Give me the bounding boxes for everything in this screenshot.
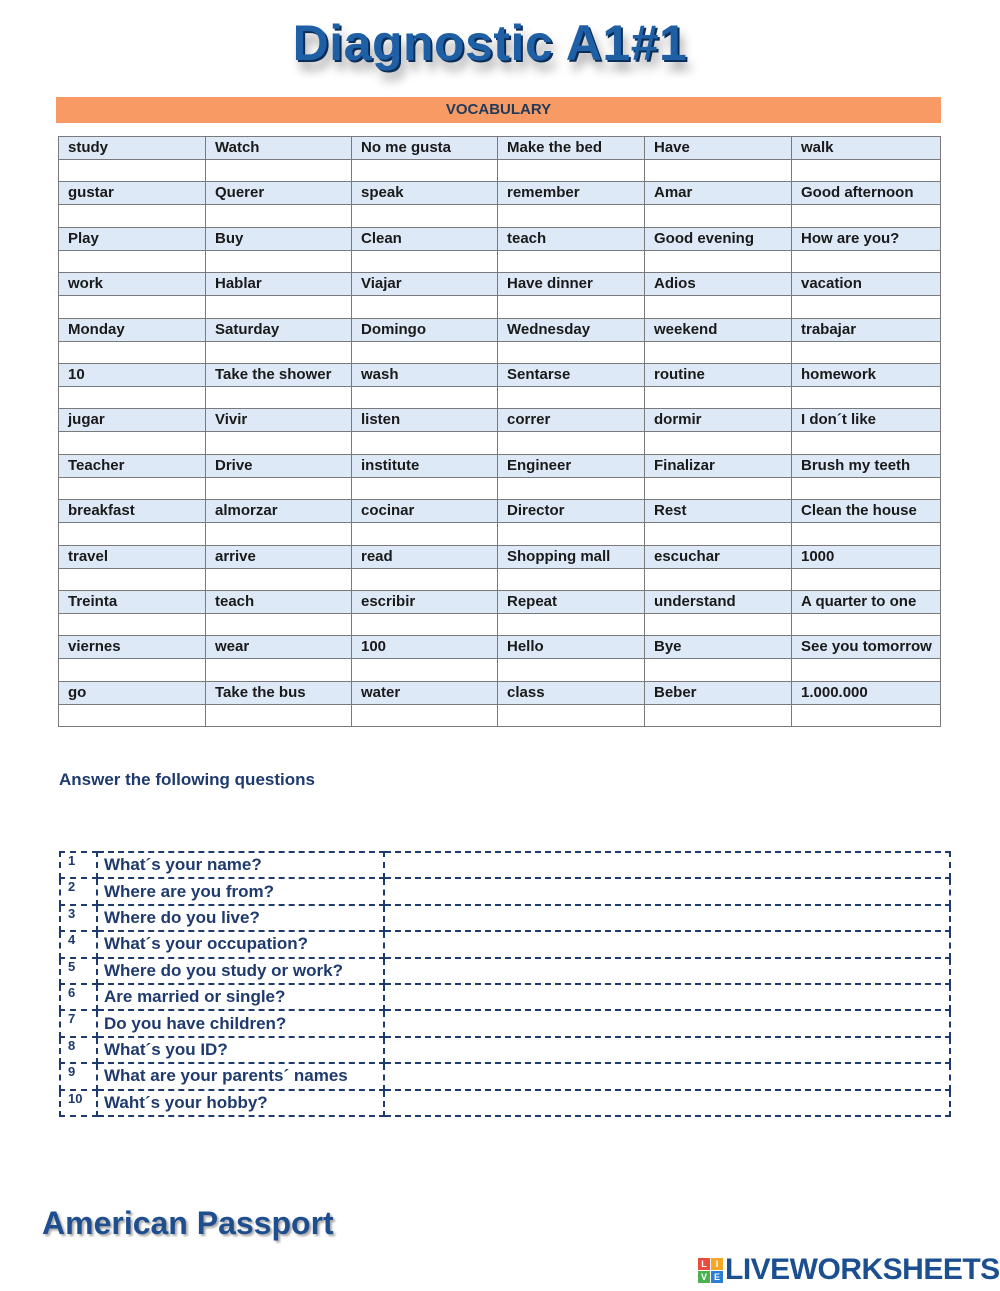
vocab-word: 100 bbox=[352, 636, 498, 659]
vocab-word: weekend bbox=[645, 318, 792, 341]
question-text: Are married or single? bbox=[97, 984, 384, 1010]
answer-cell[interactable] bbox=[384, 878, 950, 904]
question-number: 5 bbox=[60, 958, 97, 984]
vocab-answer-cell[interactable] bbox=[792, 477, 941, 499]
question-row bbox=[60, 984, 950, 1010]
vocab-word: speak bbox=[352, 182, 498, 205]
vocab-answer-cell[interactable] bbox=[498, 341, 645, 363]
answer-input[interactable] bbox=[385, 959, 949, 983]
question-text: What are your parents´ names bbox=[97, 1063, 384, 1089]
vocab-answer-cell[interactable] bbox=[498, 160, 645, 182]
question-text: What´s your name? bbox=[97, 852, 384, 878]
answer-input[interactable] bbox=[385, 1011, 949, 1035]
vocab-answer-cell[interactable] bbox=[498, 477, 645, 499]
vocab-answer-cell[interactable] bbox=[792, 205, 941, 227]
answer-input[interactable] bbox=[385, 1091, 949, 1115]
questions-heading: Answer the following questions bbox=[59, 770, 315, 789]
vocab-word: jugar bbox=[59, 409, 206, 432]
vocab-word: Drive bbox=[206, 454, 352, 477]
vocab-answer-cell[interactable] bbox=[352, 160, 498, 182]
vocab-answer-cell[interactable] bbox=[792, 296, 941, 318]
vocab-answer-cell[interactable] bbox=[206, 432, 352, 454]
vocab-answer-cell[interactable] bbox=[352, 341, 498, 363]
question-text: Do you have children? bbox=[97, 1010, 384, 1036]
vocab-answer-cell[interactable] bbox=[645, 160, 792, 182]
answer-input[interactable] bbox=[385, 985, 949, 1009]
vocab-answer-cell[interactable] bbox=[59, 341, 206, 363]
question-text: What´s your occupation? bbox=[97, 931, 384, 957]
vocab-answer-cell[interactable] bbox=[352, 432, 498, 454]
logo-block: I bbox=[711, 1258, 723, 1270]
vocab-answer-cell[interactable] bbox=[498, 613, 645, 635]
vocab-word: correr bbox=[498, 409, 645, 432]
vocab-word-row bbox=[59, 681, 941, 704]
liveworksheets-logo[interactable] bbox=[698, 1254, 1000, 1286]
vocab-word-row bbox=[59, 454, 941, 477]
page-title: Diagnostic A1#1 bbox=[292, 15, 688, 71]
vocab-word-row bbox=[59, 545, 941, 568]
vocab-word: escuchar bbox=[645, 545, 792, 568]
vocab-word: Finalizar bbox=[645, 454, 792, 477]
vocab-answer-cell[interactable] bbox=[498, 568, 645, 590]
vocab-answer-cell[interactable] bbox=[792, 704, 941, 726]
answer-input[interactable] bbox=[385, 1038, 949, 1062]
logo-blocks-icon bbox=[698, 1258, 723, 1283]
vocab-word: Hablar bbox=[206, 273, 352, 296]
vocab-answer-cell[interactable] bbox=[645, 386, 792, 408]
vocab-word-row bbox=[59, 409, 941, 432]
vocab-word: Have bbox=[645, 137, 792, 160]
vocab-answer-cell[interactable] bbox=[498, 523, 645, 545]
vocab-answer-cell[interactable] bbox=[498, 432, 645, 454]
vocab-answer-cell[interactable] bbox=[352, 613, 498, 635]
vocab-answer-cell[interactable] bbox=[206, 613, 352, 635]
vocab-answer-cell[interactable] bbox=[498, 659, 645, 681]
vocab-answer-cell[interactable] bbox=[206, 250, 352, 272]
vocab-word: Clean bbox=[352, 227, 498, 250]
vocab-answer-cell[interactable] bbox=[352, 477, 498, 499]
vocab-word-row bbox=[59, 273, 941, 296]
vocab-answer-cell[interactable] bbox=[352, 704, 498, 726]
vocab-answer-row bbox=[59, 386, 941, 408]
vocab-word: viernes bbox=[59, 636, 206, 659]
vocab-answer-cell[interactable] bbox=[59, 523, 206, 545]
question-number: 9 bbox=[60, 1063, 97, 1089]
vocab-answer-cell[interactable] bbox=[352, 523, 498, 545]
vocab-answer-cell[interactable] bbox=[645, 432, 792, 454]
vocab-word-row bbox=[59, 318, 941, 341]
vocab-word: Teacher bbox=[59, 454, 206, 477]
vocab-answer-cell[interactable] bbox=[792, 568, 941, 590]
answer-input[interactable] bbox=[385, 932, 949, 956]
vocab-answer-row bbox=[59, 613, 941, 635]
vocab-answer-cell[interactable] bbox=[59, 704, 206, 726]
vocab-word: Beber bbox=[645, 681, 792, 704]
question-text: Where do you live? bbox=[97, 905, 384, 931]
vocab-answer-row bbox=[59, 432, 941, 454]
vocab-word-row bbox=[59, 363, 941, 386]
vocab-word: Good afternoon bbox=[792, 182, 941, 205]
vocab-word-row bbox=[59, 500, 941, 523]
answer-input[interactable] bbox=[385, 1064, 949, 1088]
vocab-answer-row bbox=[59, 704, 941, 726]
vocab-answer-cell[interactable] bbox=[645, 341, 792, 363]
answer-cell[interactable] bbox=[384, 984, 950, 1010]
vocab-word: routine bbox=[645, 363, 792, 386]
answer-cell[interactable] bbox=[384, 958, 950, 984]
vocab-word: No me gusta bbox=[352, 137, 498, 160]
vocab-word: Querer bbox=[206, 182, 352, 205]
vocab-word: How are you? bbox=[792, 227, 941, 250]
vocab-word: Take the shower bbox=[206, 363, 352, 386]
vocab-word: Viajar bbox=[352, 273, 498, 296]
question-number: 7 bbox=[60, 1010, 97, 1036]
vocab-word: Domingo bbox=[352, 318, 498, 341]
vocab-answer-cell[interactable] bbox=[498, 704, 645, 726]
vocab-answer-cell[interactable] bbox=[792, 659, 941, 681]
logo-text: LIVEWORKSHEETS bbox=[725, 1253, 1000, 1286]
vocab-word: listen bbox=[352, 409, 498, 432]
vocab-answer-cell[interactable] bbox=[792, 523, 941, 545]
vocab-answer-cell[interactable] bbox=[59, 160, 206, 182]
vocab-answer-cell[interactable] bbox=[792, 160, 941, 182]
vocab-word: Watch bbox=[206, 137, 352, 160]
vocab-answer-cell[interactable] bbox=[498, 205, 645, 227]
vocab-word: walk bbox=[792, 137, 941, 160]
vocab-word: See you tomorrow bbox=[792, 636, 941, 659]
answer-input[interactable] bbox=[385, 853, 949, 877]
vocab-word: Monday bbox=[59, 318, 206, 341]
vocab-word: arrive bbox=[206, 545, 352, 568]
answer-cell[interactable] bbox=[384, 1037, 950, 1063]
vocab-word: teach bbox=[206, 590, 352, 613]
question-row bbox=[60, 931, 950, 957]
vocab-answer-cell[interactable] bbox=[498, 386, 645, 408]
vocab-answer-row bbox=[59, 205, 941, 227]
vocab-word-row bbox=[59, 137, 941, 160]
question-number: 1 bbox=[60, 852, 97, 878]
vocab-word: Good evening bbox=[645, 227, 792, 250]
vocab-word-row bbox=[59, 227, 941, 250]
vocab-answer-cell[interactable] bbox=[352, 386, 498, 408]
vocab-answer-row bbox=[59, 477, 941, 499]
vocab-word: almorzar bbox=[206, 500, 352, 523]
vocab-word: understand bbox=[645, 590, 792, 613]
vocab-answer-row bbox=[59, 523, 941, 545]
logo-block: V bbox=[698, 1271, 710, 1283]
vocab-word: Bye bbox=[645, 636, 792, 659]
answer-cell[interactable] bbox=[384, 1090, 950, 1116]
vocab-answer-cell[interactable] bbox=[792, 613, 941, 635]
vocab-word: wash bbox=[352, 363, 498, 386]
question-number: 8 bbox=[60, 1037, 97, 1063]
question-row bbox=[60, 1063, 950, 1089]
vocab-word: study bbox=[59, 137, 206, 160]
vocab-word: Vivir bbox=[206, 409, 352, 432]
vocab-word: remember bbox=[498, 182, 645, 205]
vocab-answer-cell[interactable] bbox=[645, 250, 792, 272]
vocab-word: cocinar bbox=[352, 500, 498, 523]
question-row bbox=[60, 878, 950, 904]
question-number: 4 bbox=[60, 931, 97, 957]
questions-table bbox=[59, 851, 951, 1117]
vocab-word: Amar bbox=[645, 182, 792, 205]
vocab-word-row bbox=[59, 590, 941, 613]
answer-cell[interactable] bbox=[384, 905, 950, 931]
question-text: Where are you from? bbox=[97, 878, 384, 904]
vocab-word: read bbox=[352, 545, 498, 568]
vocab-word: gustar bbox=[59, 182, 206, 205]
vocab-answer-cell[interactable] bbox=[352, 659, 498, 681]
vocab-word: dormir bbox=[645, 409, 792, 432]
vocab-word: vacation bbox=[792, 273, 941, 296]
vocab-word: Wednesday bbox=[498, 318, 645, 341]
question-number: 6 bbox=[60, 984, 97, 1010]
vocab-word: 1.000.000 bbox=[792, 681, 941, 704]
vocab-answer-cell[interactable] bbox=[59, 386, 206, 408]
question-row bbox=[60, 1090, 950, 1116]
vocab-answer-cell[interactable] bbox=[645, 568, 792, 590]
vocab-answer-cell[interactable] bbox=[498, 250, 645, 272]
question-text: Where do you study or work? bbox=[97, 958, 384, 984]
vocab-answer-cell[interactable] bbox=[206, 296, 352, 318]
vocab-word: work bbox=[59, 273, 206, 296]
vocab-word: Treinta bbox=[59, 590, 206, 613]
question-row bbox=[60, 1010, 950, 1036]
vocab-answer-cell[interactable] bbox=[59, 613, 206, 635]
vocab-word: Shopping mall bbox=[498, 545, 645, 568]
vocab-word: Saturday bbox=[206, 318, 352, 341]
vocab-answer-cell[interactable] bbox=[59, 659, 206, 681]
vocab-answer-cell[interactable] bbox=[59, 296, 206, 318]
question-number: 2 bbox=[60, 878, 97, 904]
vocab-answer-cell[interactable] bbox=[206, 704, 352, 726]
vocab-answer-cell[interactable] bbox=[206, 160, 352, 182]
answer-cell[interactable] bbox=[384, 1010, 950, 1036]
vocab-answer-cell[interactable] bbox=[792, 250, 941, 272]
logo-block: L bbox=[698, 1258, 710, 1270]
vocab-word: go bbox=[59, 681, 206, 704]
vocab-word: Repeat bbox=[498, 590, 645, 613]
vocab-word: Make the bed bbox=[498, 137, 645, 160]
vocab-word: I don´t like bbox=[792, 409, 941, 432]
answer-input[interactable] bbox=[385, 879, 949, 903]
vocab-answer-cell[interactable] bbox=[59, 250, 206, 272]
vocab-word-row bbox=[59, 636, 941, 659]
question-text: Waht´s your hobby? bbox=[97, 1090, 384, 1116]
vocab-answer-cell[interactable] bbox=[352, 568, 498, 590]
answer-cell[interactable] bbox=[384, 852, 950, 878]
question-number: 3 bbox=[60, 905, 97, 931]
vocab-answer-cell[interactable] bbox=[792, 386, 941, 408]
vocab-answer-cell[interactable] bbox=[352, 205, 498, 227]
vocab-word: Sentarse bbox=[498, 363, 645, 386]
vocab-answer-cell[interactable] bbox=[645, 613, 792, 635]
vocab-word: Take the bus bbox=[206, 681, 352, 704]
question-text: What´s you ID? bbox=[97, 1037, 384, 1063]
vocab-answer-cell[interactable] bbox=[206, 205, 352, 227]
vocab-answer-row bbox=[59, 341, 941, 363]
vocab-word: wear bbox=[206, 636, 352, 659]
vocab-word: Brush my teeth bbox=[792, 454, 941, 477]
vocab-word: trabajar bbox=[792, 318, 941, 341]
brand-name: American Passport bbox=[42, 1205, 334, 1241]
answer-input[interactable] bbox=[385, 906, 949, 930]
logo-block: E bbox=[711, 1271, 723, 1283]
vocab-word: Director bbox=[498, 500, 645, 523]
vocab-word: 10 bbox=[59, 363, 206, 386]
vocab-word: water bbox=[352, 681, 498, 704]
vocab-answer-cell[interactable] bbox=[792, 432, 941, 454]
vocab-answer-cell[interactable] bbox=[206, 341, 352, 363]
vocab-answer-cell[interactable] bbox=[59, 205, 206, 227]
vocab-answer-cell[interactable] bbox=[206, 477, 352, 499]
vocab-answer-cell[interactable] bbox=[206, 523, 352, 545]
question-row bbox=[60, 852, 950, 878]
vocab-answer-cell[interactable] bbox=[59, 568, 206, 590]
vocab-word: class bbox=[498, 681, 645, 704]
vocab-answer-row bbox=[59, 296, 941, 318]
vocab-answer-row bbox=[59, 160, 941, 182]
vocab-word: Engineer bbox=[498, 454, 645, 477]
vocab-word: escribir bbox=[352, 590, 498, 613]
question-number: 10 bbox=[60, 1090, 97, 1116]
vocab-answer-cell[interactable] bbox=[645, 659, 792, 681]
vocab-word: Rest bbox=[645, 500, 792, 523]
vocabulary-header: VOCABULARY bbox=[56, 97, 941, 123]
vocab-word: Play bbox=[59, 227, 206, 250]
vocab-answer-cell[interactable] bbox=[206, 568, 352, 590]
vocab-word: Buy bbox=[206, 227, 352, 250]
vocab-answer-cell[interactable] bbox=[645, 477, 792, 499]
vocab-answer-row bbox=[59, 250, 941, 272]
vocab-answer-row bbox=[59, 568, 941, 590]
vocab-word: 1000 bbox=[792, 545, 941, 568]
vocab-answer-cell[interactable] bbox=[206, 386, 352, 408]
question-row bbox=[60, 958, 950, 984]
vocab-answer-cell[interactable] bbox=[59, 432, 206, 454]
vocab-answer-cell[interactable] bbox=[498, 296, 645, 318]
vocab-word: Hello bbox=[498, 636, 645, 659]
vocab-answer-cell[interactable] bbox=[206, 659, 352, 681]
vocab-answer-cell[interactable] bbox=[352, 296, 498, 318]
question-row bbox=[60, 1037, 950, 1063]
vocab-word-row bbox=[59, 182, 941, 205]
question-row bbox=[60, 905, 950, 931]
vocab-word: A quarter to one bbox=[792, 590, 941, 613]
vocab-answer-row bbox=[59, 659, 941, 681]
vocab-word: Have dinner bbox=[498, 273, 645, 296]
vocab-answer-cell[interactable] bbox=[645, 704, 792, 726]
vocab-answer-cell[interactable] bbox=[645, 523, 792, 545]
vocab-word: teach bbox=[498, 227, 645, 250]
vocab-word: homework bbox=[792, 363, 941, 386]
vocab-answer-cell[interactable] bbox=[59, 477, 206, 499]
answer-cell[interactable] bbox=[384, 1063, 950, 1089]
vocabulary-table bbox=[58, 136, 941, 727]
vocab-word: Clean the house bbox=[792, 500, 941, 523]
vocab-word: breakfast bbox=[59, 500, 206, 523]
answer-cell[interactable] bbox=[384, 931, 950, 957]
vocab-answer-cell[interactable] bbox=[352, 250, 498, 272]
vocab-word: Adios bbox=[645, 273, 792, 296]
vocab-answer-cell[interactable] bbox=[645, 205, 792, 227]
vocab-answer-cell[interactable] bbox=[645, 296, 792, 318]
vocab-word: travel bbox=[59, 545, 206, 568]
vocab-word: institute bbox=[352, 454, 498, 477]
vocab-answer-cell[interactable] bbox=[792, 341, 941, 363]
